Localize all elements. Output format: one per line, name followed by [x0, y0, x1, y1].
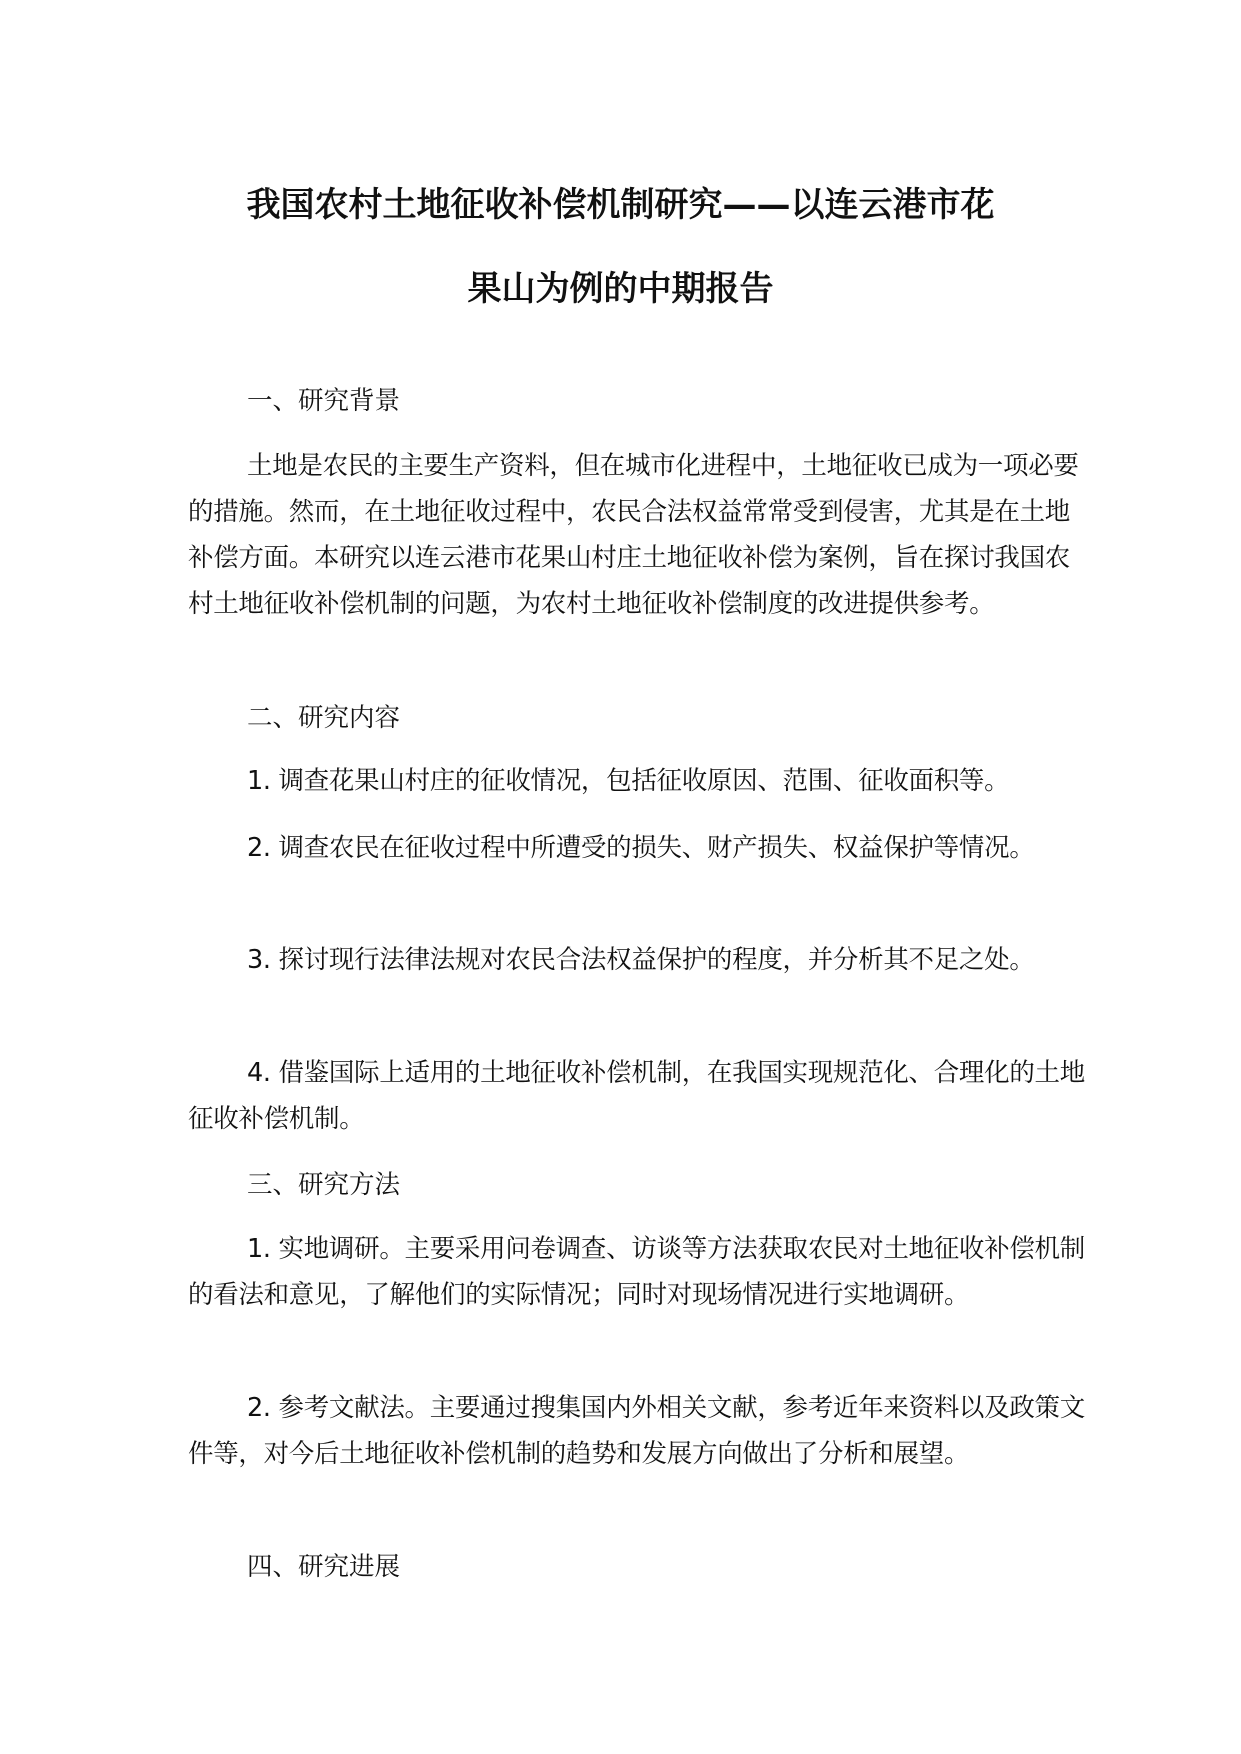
method-item-2: 2. 参考文献法。主要通过搜集国内外相关文献，参考近年来资料以及政策文件等，对今后土地征收补偿机制的趋势和发展方向做出了分析和展望。	[188, 1393, 1085, 1469]
document-title-line-2: 果山为例的中期报告	[467, 269, 774, 309]
section-heading-background: 一、研究背景	[247, 386, 401, 416]
content-item-2: 2. 调查农民在征收过程中所遭受的损失、财产损失、权益保护等情况。	[247, 833, 1035, 863]
section-heading-progress: 四、研究进展	[247, 1552, 401, 1582]
section-heading-methods: 三、研究方法	[247, 1170, 401, 1200]
document-title-line-1: 我国农村土地征收补偿机制研究——以连云港市花	[246, 185, 995, 225]
content-item-3: 3. 探讨现行法律法规对农民合法权益保护的程度，并分析其不足之处。	[247, 945, 1035, 975]
content-item-1: 1. 调查花果山村庄的征收情况，包括征收原因、范围、征收面积等。	[247, 766, 1010, 796]
section-heading-content: 二、研究内容	[247, 703, 401, 733]
content-item-4: 4. 借鉴国际上适用的土地征收补偿机制，在我国实现规范化、合理化的土地征收补偿机制。	[188, 1058, 1085, 1134]
paragraph-background: 土地是农民的主要生产资料，但在城市化进程中，土地征收已成为一项必要的措施。然而，在土地征收过程中，农民合法权益常常受到侵害，尤其是在土地补偿方面。本研究以连云港市花果山村庄土地征收补偿为案例，旨在探讨我国农村土地征收补偿机制的问题，为农村土地征收补偿制度的改进提供参考。	[188, 451, 1079, 619]
method-item-1: 1. 实地调研。主要采用问卷调查、访谈等方法获取农民对土地征收补偿机制的看法和意见，了解他们的实际情况；同时对现场情况进行实地调研。	[188, 1234, 1085, 1310]
